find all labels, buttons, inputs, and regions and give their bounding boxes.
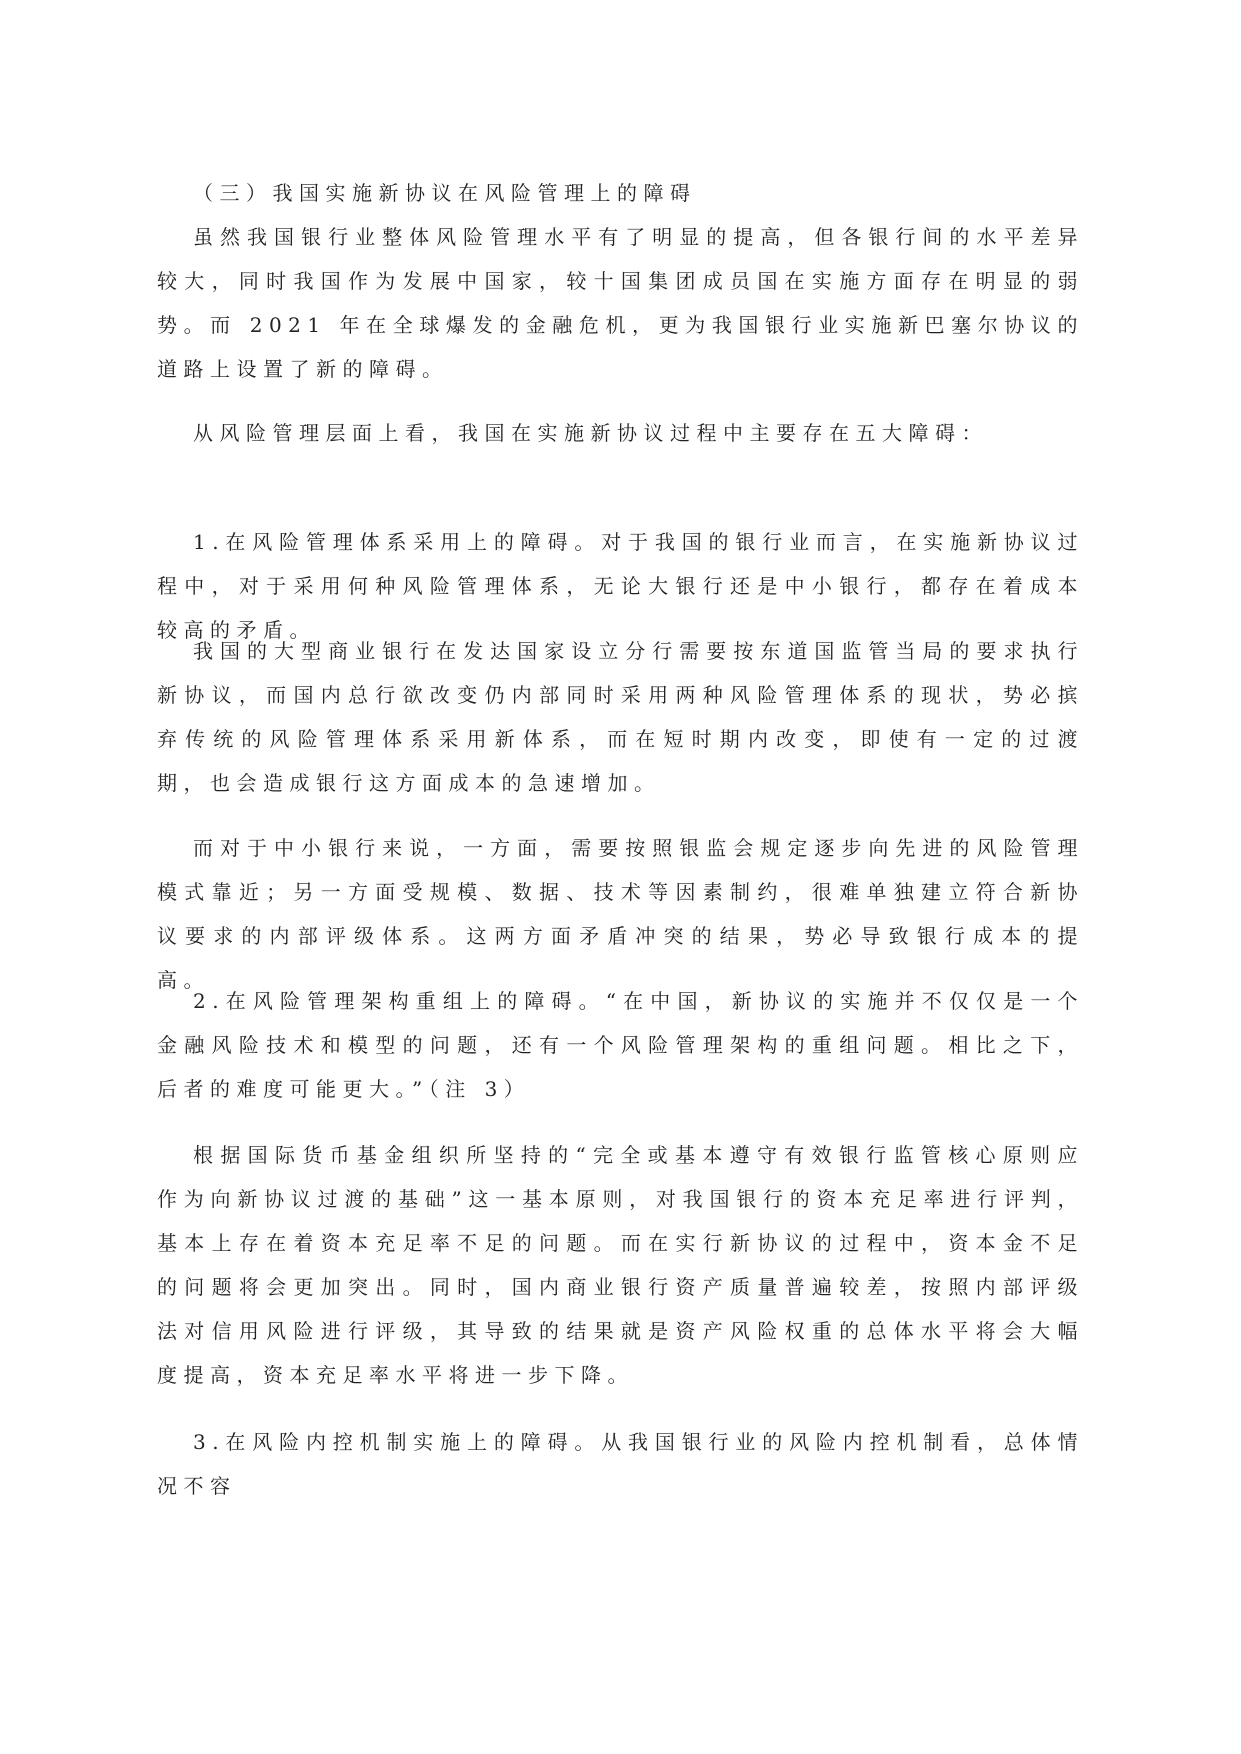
paragraph-small-banks: 而对于中小银行来说，一方面，需要按照银监会规定逐步向先进的风险管理模式靠近；另一方面受规模、数据、技术等因素制约，很难单独建立符合新协议要求的内部评级体系。这两方面矛盾冲突的结果，势必导致银行成本的提高。: [157, 836, 1084, 992]
section-heading: （三）我国实施新协议在风险管理上的障碍: [193, 181, 697, 205]
paragraph-intro: 虽然我国银行业整体风险管理水平有了明显的提高，但各银行间的水平差异较大，同时我国作为发展中国家，较十国集团成员国在实施方面存在明显的弱势。而 2021 年在全球爆发的金融危机，更为我国银行业实施新巴塞尔协议的道路上设置了新的障碍。: [157, 225, 1084, 381]
paragraph-obstacle-3: 3.在风险内控机制实施上的障碍。从我国银行业的风险内控机制看，总体情况不容: [157, 1430, 1084, 1498]
paragraph-imf-principle: 根据国际货币基金组织所坚持的“完全或基本遵守有效银行监管核心原则应作为向新协议过渡的基础”这一基本原则，对我国银行的资本充足率进行评判，基本上存在着资本充足率不足的问题。而在实行新协议的过程中，资本金不足的问题将会更加突出。同时，国内商业银行资产质量普遍较差，按照内部评级法对信用风险进行评级，其导致的结果就是资产风险权重的总体水平将会大幅度提高，资本充足率水平将进一步下降。: [157, 1143, 1084, 1387]
paragraph-obstacle-2: 2.在风险管理架构重组上的障碍。“在中国，新协议的实施并不仅仅是一个金融风险技术和模型的问题，还有一个风险管理架构的重组问题。相比之下，后者的难度可能更大。”（注 3）: [157, 989, 1084, 1101]
paragraph-large-banks: 我国的大型商业银行在发达国家设立分行需要按东道国监管当局的要求执行新协议，而国内总行欲改变仍内部同时采用两种风险管理体系的现状，势必摈弃传统的风险管理体系采用新体系，而在短时期内改变，即使有一定的过渡期，也会造成银行这方面成本的急速增加。: [157, 639, 1084, 795]
paragraph-obstacle-1: 1.在风险管理体系采用上的障碍。对于我国的银行业而言，在实施新协议过程中，对于采用何种风险管理体系，无论大银行还是中小银行，都存在着成本较高的矛盾。: [157, 530, 1084, 642]
paragraph-five-obstacles: 从风险管理层面上看，我国在实施新协议过程中主要存在五大障碍：: [193, 421, 988, 445]
